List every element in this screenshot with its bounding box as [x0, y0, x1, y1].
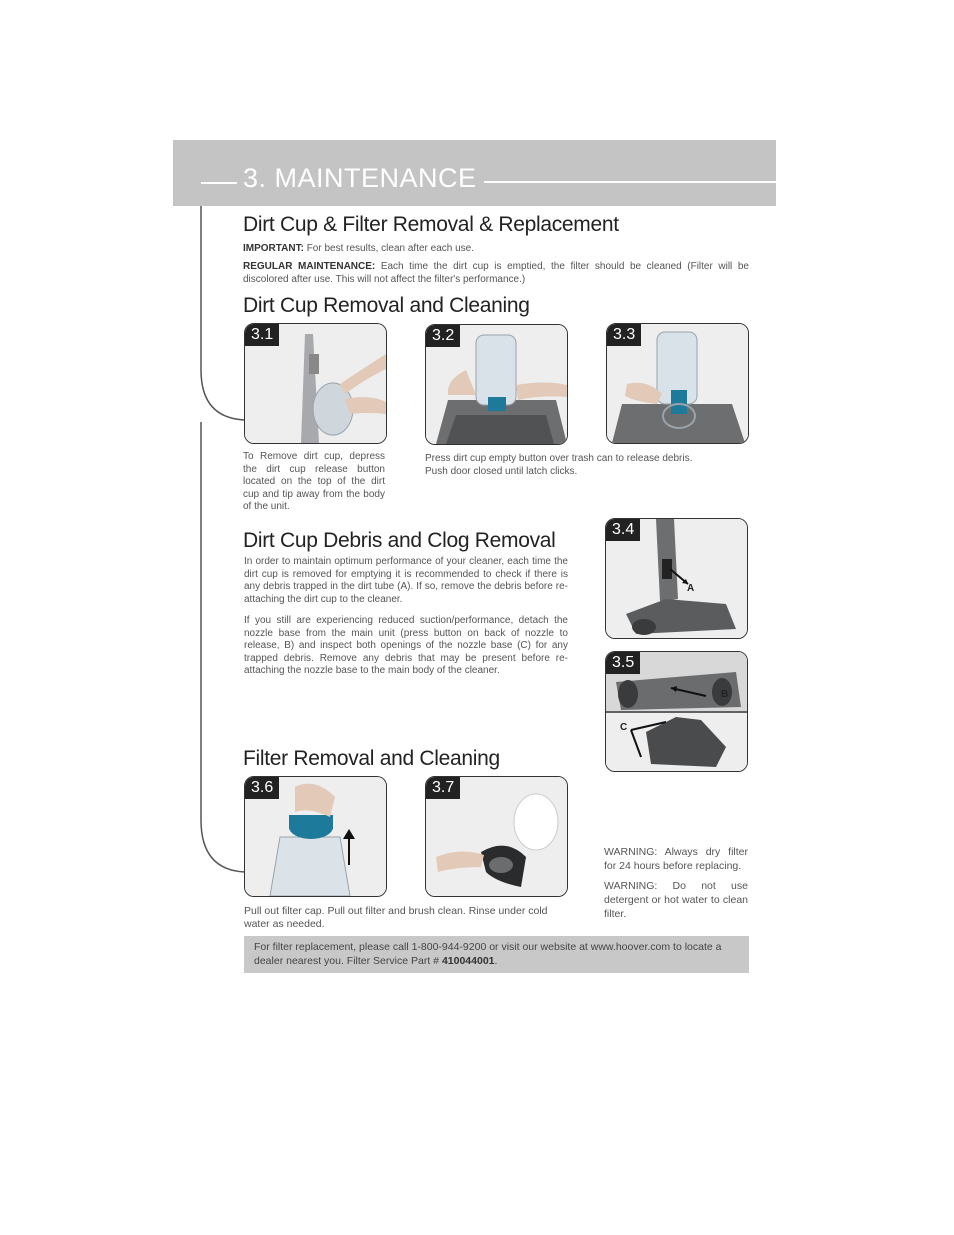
warning-no-detergent: WARNING: Do not use detergent or hot water to clean filter.: [604, 880, 748, 920]
section-title-filter-removal: Dirt Cup & Filter Removal & Replacement: [243, 213, 619, 236]
page-title: 3. MAINTENANCE: [243, 163, 477, 193]
caption-close-door: Push door closed until latch clicks.: [425, 465, 578, 477]
photo-step-3-2: [425, 324, 568, 445]
warning-dry-filter: WARNING: Always dry filter for 24 hours before replacing.: [604, 846, 748, 872]
photo-step-3-1: [244, 323, 387, 444]
important-note: [243, 243, 749, 256]
regular-maintenance-label: REGULAR MAINTENANCE:: [243, 261, 376, 272]
header-rule-left: [201, 182, 237, 184]
filter-part-number: 410044001: [441, 955, 495, 967]
step-number-3-2: 3.2: [426, 325, 460, 347]
section-title-dirt-cup-removal: Dirt Cup Removal and Cleaning: [243, 294, 530, 317]
step-number-3-3: 3.3: [607, 324, 641, 346]
footer-text: For filter replacement, please call 1-800-944-9200 or visit our website at www.hoover.com to locate a dealer nearest you. Filter Service Part #: [254, 941, 722, 967]
caption-step-3-6-3-7: Pull out filter cap. Pull out filter and brush clean. Rinse under cold water as needed.: [244, 905, 548, 930]
section-title-filter-cleaning: Filter Removal and Cleaning: [243, 747, 500, 770]
regular-maintenance-note: [243, 261, 749, 286]
step-number-3-7: 3.7: [426, 777, 460, 799]
callout-label-a: A: [687, 583, 695, 594]
caption-empty-dirt-cup: Press dirt cup empty button over trash can to release debris.: [425, 453, 693, 464]
step-number-3-1: 3.1: [245, 324, 279, 346]
step-number-3-5: 3.5: [606, 652, 640, 674]
debris-paragraph-2: If you still are experiencing reduced suction/performance, detach the nozzle base from the main unit (press button on back of nozzle to release, B) and inspect both openings of the nozzle base (C) for any trapped debris. Remove any debris that may be present before re-attaching the nozzle base to the main body of the cleaner.: [244, 615, 568, 677]
photo-step-3-6: [244, 776, 387, 897]
photo-step-3-5: [605, 651, 748, 772]
caption-step-3-1: To Remove dirt cup, depress the dirt cup release button located on the top of the dirt cup and tip away from the body of the unit.: [243, 451, 385, 513]
debris-paragraph-1: In order to maintain optimum performance of your cleaner, each time the dirt cup is removed for emptying it is recommended to check if there is any debris trapped in the dirt tube (A). If so, remove the debris before re-attaching the dirt cup to the cleaner.: [244, 556, 568, 605]
footer-replacement-note: [254, 940, 744, 968]
callout-label-b: B: [721, 689, 729, 700]
regular-maintenance-text: Each time the dirt cup is emptied, the filter should be cleaned (Filter will be discolored after use. This will not affect the filter's performance.): [243, 261, 749, 285]
photo-step-3-3: [606, 323, 749, 444]
footer-period: .: [494, 955, 498, 967]
callout-label-c: C: [620, 722, 628, 733]
important-text: For best results, clean after each use.: [306, 243, 475, 254]
header-rule-right: [484, 181, 776, 183]
step-number-3-6: 3.6: [245, 777, 279, 799]
photo-step-3-7: [425, 776, 568, 897]
important-label: IMPORTANT:: [243, 243, 304, 254]
photo-step-3-4: [605, 518, 748, 639]
section-title-debris-clog-removal: Dirt Cup Debris and Clog Removal: [243, 529, 556, 552]
step-number-3-4: 3.4: [606, 519, 640, 541]
caption-step-3-2-3-3: [425, 453, 745, 478]
